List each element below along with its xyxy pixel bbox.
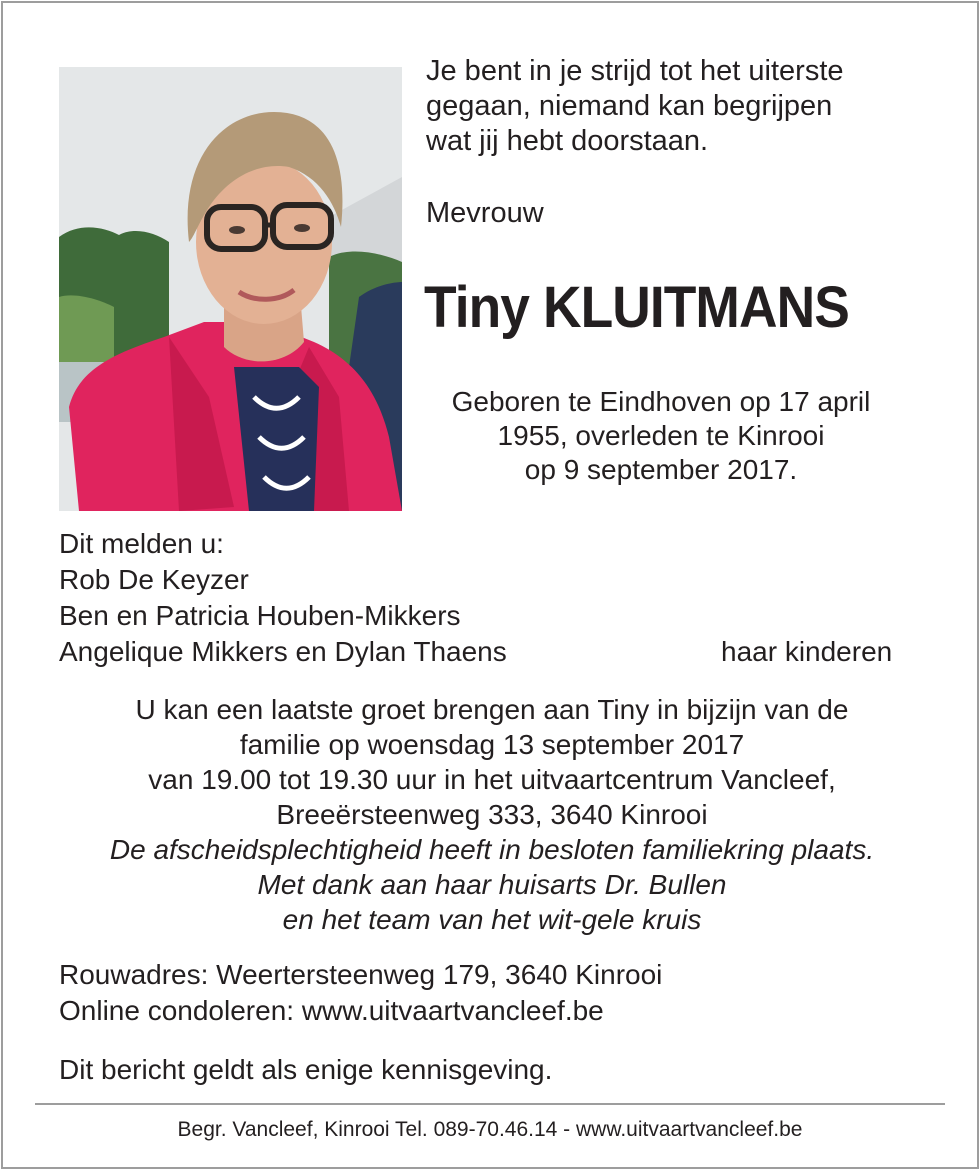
online-condolence[interactable]: Online condoleren: www.uitvaartvancleef.be	[59, 995, 604, 1026]
visitation-line: U kan een laatste groet brengen aan Tiny in bijzijn van de	[135, 694, 849, 725]
memorial-poem	[426, 54, 946, 159]
visitation-line: familie op woensdag 13 september 2017	[239, 729, 745, 760]
poem-line: wat jij hebt doorstaan.	[426, 125, 709, 157]
visitation-line: van 19.00 tot 19.30 uur in het uitvaartcentrum Vancleef,	[148, 764, 836, 795]
birth-death-details	[426, 385, 896, 487]
family-member: Rob De Keyzer	[59, 564, 249, 595]
footer-divider	[35, 1103, 945, 1105]
birth-death-line: 1955, overleden te Kinrooi	[497, 420, 825, 451]
family-relation: haar kinderen	[721, 636, 893, 667]
closing-statement: Dit bericht geldt als enige kennisgeving.	[59, 1054, 553, 1085]
family-notification	[59, 526, 919, 670]
notification-intro: Dit melden u:	[59, 528, 224, 559]
family-member: Ben en Patricia Houben-Mikkers	[59, 600, 461, 631]
ceremony-note: De afscheidsplechtigheid heeft in besloten familiekring plaats.	[109, 834, 875, 865]
birth-death-line: Geboren te Eindhoven op 17 april	[451, 386, 871, 417]
deceased-name: Tiny KLUITMANS	[424, 275, 849, 340]
birth-death-line: op 9 september 2017.	[524, 454, 798, 485]
thanks-note: Met dank aan haar huisarts Dr. Bullen	[257, 869, 727, 900]
portrait-photo	[59, 67, 402, 511]
salutation: Mevrouw	[426, 197, 544, 229]
poem-line: gegaan, niemand kan begrijpen	[426, 90, 833, 122]
visitation-details	[40, 692, 944, 937]
contact-details	[59, 957, 662, 1029]
funeral-home-footer: Begr. Vancleef, Kinrooi Tel. 089-70.46.14 - www.uitvaartvancleef.be	[177, 1118, 803, 1141]
mourning-address: Rouwadres: Weertersteenweg 179, 3640 Kinrooi	[59, 959, 663, 990]
thanks-note: en het team van het wit-gele kruis	[282, 904, 702, 935]
poem-line: Je bent in je strijd tot het uiterste	[426, 55, 844, 87]
family-member: Angelique Mikkers en Dylan Thaens	[59, 636, 507, 667]
visitation-line: Breeërsteenweg 333, 3640 Kinrooi	[276, 799, 708, 830]
